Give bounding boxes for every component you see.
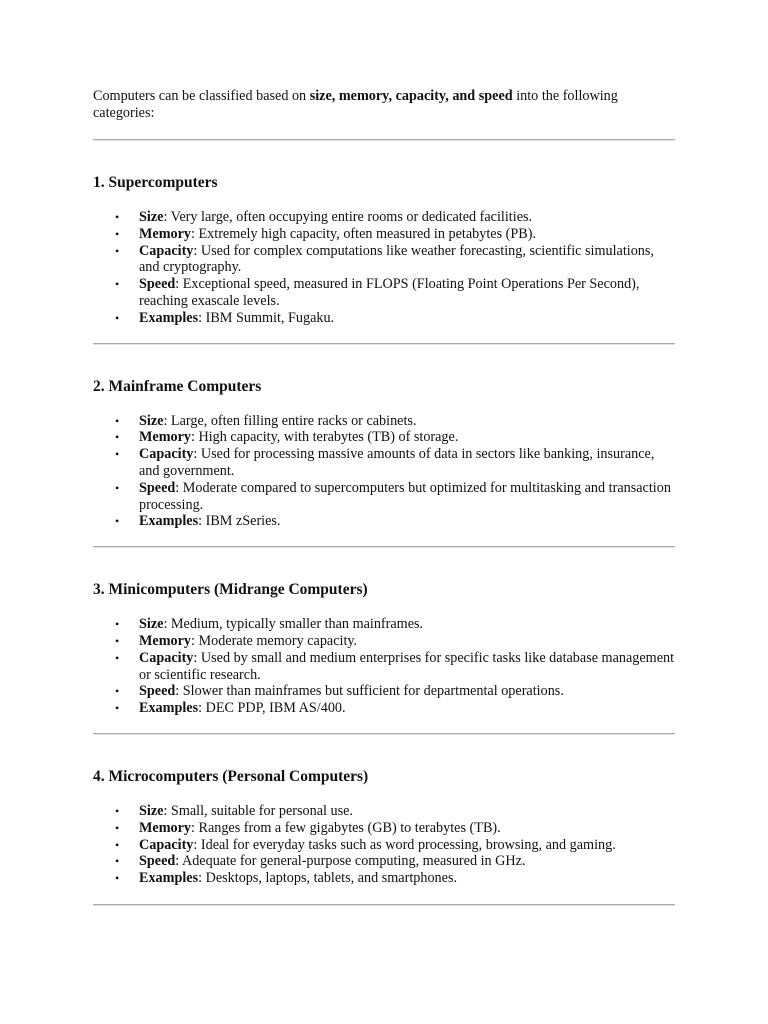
intro-text-start: Computers can be classified based on (93, 88, 310, 104)
item-text: : Extremely high capacity, often measured in petabytes (PB). (191, 225, 536, 242)
intro-bold-criteria: size, memory, capacity, and speed (309, 88, 513, 104)
list-item (93, 683, 675, 700)
item-text: : Medium, typically smaller than mainframes. (163, 616, 424, 633)
intro-text-end: into the following categories: (93, 88, 618, 121)
list-item (93, 446, 675, 480)
divider (93, 546, 675, 548)
list-item (93, 413, 675, 430)
bullet-icon: • (115, 430, 120, 445)
bullet-icon: • (115, 820, 120, 835)
item-label: Size (139, 616, 164, 633)
item-label: Speed (139, 479, 176, 496)
bullet-icon: • (115, 871, 120, 886)
item-text: : Adequate for general-purpose computing, measured in GHz. (175, 853, 526, 870)
item-label: Memory (139, 225, 191, 242)
item-label: Memory (139, 429, 191, 446)
list-item (93, 226, 675, 243)
bullet-icon: • (115, 210, 120, 224)
item-text: : Very large, often occupying entire rooms or dedicated facilities. (163, 209, 533, 225)
item-text: : Exceptional speed, measured in FLOPS (Floating Point Operations Per Second), reaching exascale levels. (139, 276, 640, 309)
list-item (93, 803, 675, 820)
item-label: Memory (139, 632, 191, 649)
bullet-icon: • (115, 413, 120, 428)
divider (93, 139, 675, 141)
spec-list (93, 803, 675, 887)
item-label: Capacity (139, 836, 194, 853)
item-label: Examples (139, 700, 199, 717)
section-minicomputers (93, 581, 675, 717)
item-label: Size (139, 802, 164, 819)
item-text: : Moderate compared to supercomputers but optimized for multitasking and transaction processing. (139, 479, 671, 513)
section-mainframe-computers (93, 378, 675, 531)
item-label: Examples (139, 513, 199, 530)
item-label: Capacity (139, 446, 194, 463)
bullet-icon: • (115, 854, 120, 869)
list-item (93, 700, 675, 717)
section-heading: 1. Supercomputers (93, 174, 218, 191)
bullet-icon: • (115, 633, 120, 648)
list-item (93, 820, 675, 837)
divider (93, 904, 675, 906)
spec-list (93, 413, 675, 531)
bullet-icon: • (115, 514, 120, 529)
bullet-icon: • (115, 617, 120, 632)
list-item (93, 243, 675, 277)
bullet-icon: • (115, 480, 120, 495)
section-supercomputers (93, 174, 675, 327)
list-item (93, 870, 675, 887)
bullet-icon: • (115, 837, 120, 852)
list-item (93, 429, 675, 446)
divider (93, 733, 675, 735)
bullet-icon: • (115, 447, 120, 462)
list-item (93, 616, 675, 633)
item-text: : Used by small and medium enterprises for specific tasks like database management or scientific research. (139, 649, 675, 683)
item-text: : Desktops, laptops, tablets, and smartphones. (198, 870, 458, 887)
item-text: : High capacity, with terabytes (TB) of storage. (191, 429, 459, 446)
list-item (93, 480, 675, 514)
list-item (93, 513, 675, 530)
item-label: Size (139, 209, 164, 225)
section-heading: 4. Microcomputers (Personal Computers) (93, 767, 369, 785)
bullet-icon: • (115, 277, 120, 292)
item-label: Capacity (139, 649, 194, 666)
list-item (93, 276, 675, 310)
list-item (93, 837, 675, 854)
item-text: : Ranges from a few gigabytes (GB) to terabytes (TB). (191, 819, 501, 836)
bullet-icon: • (115, 684, 120, 699)
spec-list (93, 616, 675, 717)
section-heading: 2. Mainframe Computers (93, 377, 262, 395)
item-text: : DEC PDP, IBM AS/400. (198, 700, 346, 717)
list-item (93, 209, 675, 226)
bullet-icon: • (115, 650, 120, 665)
divider (93, 343, 675, 345)
item-text: : IBM Summit, Fugaku. (198, 309, 335, 326)
item-label: Memory (139, 819, 191, 836)
document-page (93, 88, 675, 906)
item-text: : IBM zSeries. (198, 513, 281, 530)
item-label: Speed (139, 683, 176, 700)
item-text: : Small, suitable for personal use. (163, 802, 353, 819)
item-text: : Ideal for everyday tasks such as word processing, browsing, and gaming. (193, 836, 616, 853)
bullet-icon: • (115, 701, 120, 716)
list-item (93, 633, 675, 650)
item-label: Size (139, 412, 164, 429)
bullet-icon: • (115, 310, 120, 325)
item-label: Examples (139, 870, 199, 887)
bullet-icon: • (115, 243, 120, 258)
spec-list (93, 209, 675, 327)
intro-paragraph (93, 88, 675, 122)
section-microcomputers (93, 768, 675, 887)
item-label: Speed (139, 276, 176, 293)
item-label: Examples (139, 309, 199, 326)
list-item (93, 650, 675, 684)
section-heading: 3. Minicomputers (Midrange Computers) (93, 581, 368, 599)
bullet-icon: • (115, 803, 120, 818)
item-text: : Slower than mainframes but sufficient for departmental operations. (175, 683, 564, 700)
bullet-icon: • (115, 226, 120, 241)
list-item (93, 853, 675, 870)
item-text: : Moderate memory capacity. (191, 632, 358, 649)
item-text: : Large, often filling entire racks or cabinets. (163, 412, 417, 429)
list-item (93, 310, 675, 327)
item-text: : Used for processing massive amounts of data in sectors like banking, insurance, and government. (139, 446, 655, 479)
item-text: : Used for complex computations like weather forecasting, scientific simulations, and cryptography. (139, 242, 654, 276)
item-label: Speed (139, 853, 176, 870)
item-label: Capacity (139, 242, 194, 259)
